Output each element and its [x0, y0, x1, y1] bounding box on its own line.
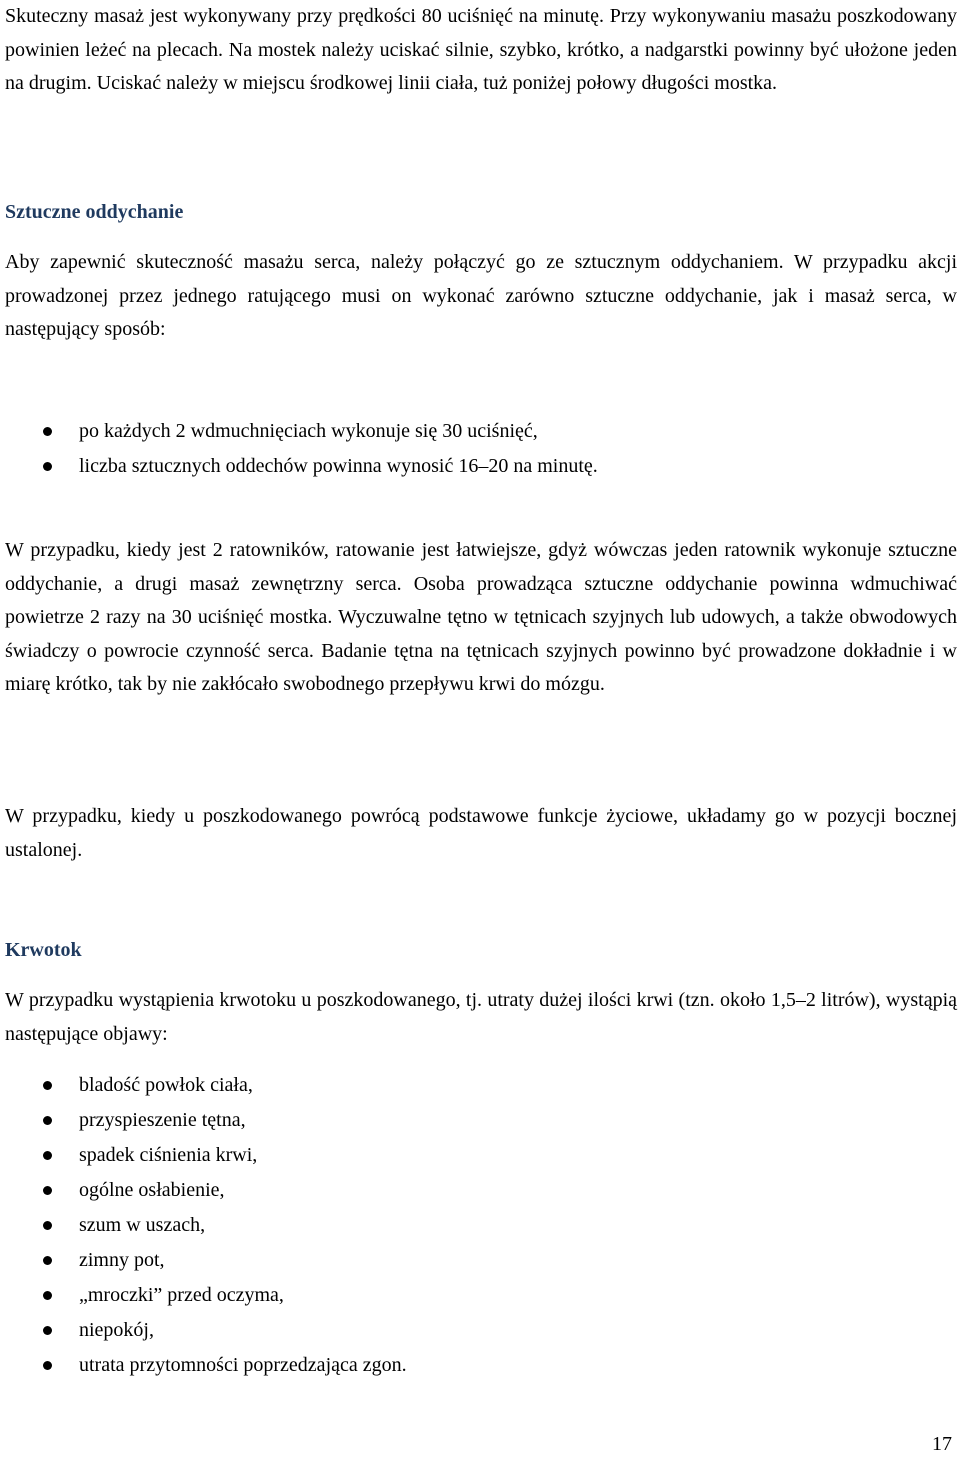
- list-item-text: bladość powłok ciała,: [79, 1074, 253, 1096]
- list-item: [5, 1068, 407, 1103]
- bullet-icon: [43, 427, 52, 436]
- respiration-steps-list: [5, 414, 598, 484]
- list-item-text: „mroczki” przed oczyma,: [79, 1284, 284, 1306]
- bullet-icon: [43, 462, 52, 471]
- list-item-text: liczba sztucznych oddechów powinna wynosić 16–20 na minutę.: [79, 455, 598, 477]
- bleeding-symptoms-list: [5, 1068, 407, 1383]
- list-item-text: po każdych 2 wdmuchnięciach wykonuje się 30 uciśnięć,: [79, 420, 538, 442]
- list-item-text: ogólne osłabienie,: [79, 1179, 225, 1201]
- bullet-icon: [43, 1116, 52, 1125]
- list-item: [5, 1173, 407, 1208]
- bullet-icon: [43, 1291, 52, 1300]
- bullet-icon: [43, 1326, 52, 1335]
- list-item: [5, 1313, 407, 1348]
- bullet-icon: [43, 1186, 52, 1195]
- list-item: [5, 414, 598, 449]
- heading-bleeding: Krwotok: [5, 939, 82, 961]
- list-item: [5, 1348, 407, 1383]
- list-item-text: szum w uszach,: [79, 1214, 206, 1236]
- bullet-icon: [43, 1361, 52, 1370]
- paragraph-recovery-position: W przypadku, kiedy u poszkodowanego powrócą podstawowe funkcje życiowe, układamy go w pozycji bocznej ustalonej.: [5, 805, 957, 861]
- list-item: [5, 1243, 407, 1278]
- list-item-text: spadek ciśnienia krwi,: [79, 1144, 258, 1166]
- bullet-icon: [43, 1151, 52, 1160]
- list-item: [5, 1103, 407, 1138]
- bullet-icon: [43, 1221, 52, 1230]
- page-number: 17: [932, 1433, 952, 1455]
- list-item-text: przyspieszenie tętna,: [79, 1109, 246, 1131]
- list-item: [5, 1278, 407, 1313]
- bullet-icon: [43, 1081, 52, 1090]
- paragraph-respiration-intro: Aby zapewnić skuteczność masażu serca, należy połączyć go ze sztucznym oddychaniem. W przypadku akcji prowadzonej przez jednego ratującego musi on wykonać zarówno sztuczne oddychanie, jak i masaż serca, w następujący sposób:: [5, 251, 957, 340]
- list-item-text: niepokój,: [79, 1319, 154, 1341]
- list-item-text: zimny pot,: [79, 1249, 165, 1271]
- bullet-icon: [43, 1256, 52, 1265]
- heading-artificial-respiration: Sztuczne oddychanie: [5, 201, 184, 223]
- paragraph-bleeding-intro: W przypadku wystąpienia krwotoku u poszkodowanego, tj. utraty dużej ilości krwi (tzn. około 1,5–2 litrów), wystąpią następujące objawy:: [5, 989, 957, 1045]
- list-item: [5, 1138, 407, 1173]
- paragraph-two-rescuers: W przypadku, kiedy jest 2 ratowników, ratowanie jest łatwiejsze, gdyż wówczas jeden ratownik wykonuje sztuczne oddychanie, a drugi masaż zewnętrzny serca. Osoba prowadząca sztuczne oddychanie powinna wdmuchiwać powietrze 2 razy na 30 uciśnięć mostka. Wyczuwalne tętno w tętnicach szyjnych lub udowych, a także obwodowych świadczy o powrocie czynność serca. Badanie tętna na tętnicach szyjnych powinno być prowadzone dokładnie i w miarę krótko, tak by nie zakłócało swobodnego przepływu krwi do mózgu.: [5, 539, 957, 695]
- list-item: [5, 449, 598, 484]
- paragraph-cpr-massage: Skuteczny masaż jest wykonywany przy prędkości 80 uciśnięć na minutę. Przy wykonywaniu masażu poszkodowany powinien leżeć na plecach. Na mostek należy uciskać silnie, szybko, krótko, a nadgarstki powinny być ułożone jeden na drugim. Uciskać należy w miejscu środkowej linii ciała, tuż poniżej połowy długości mostka.: [5, 5, 957, 94]
- list-item: [5, 1208, 407, 1243]
- list-item-text: utrata przytomności poprzedzająca zgon.: [79, 1354, 407, 1376]
